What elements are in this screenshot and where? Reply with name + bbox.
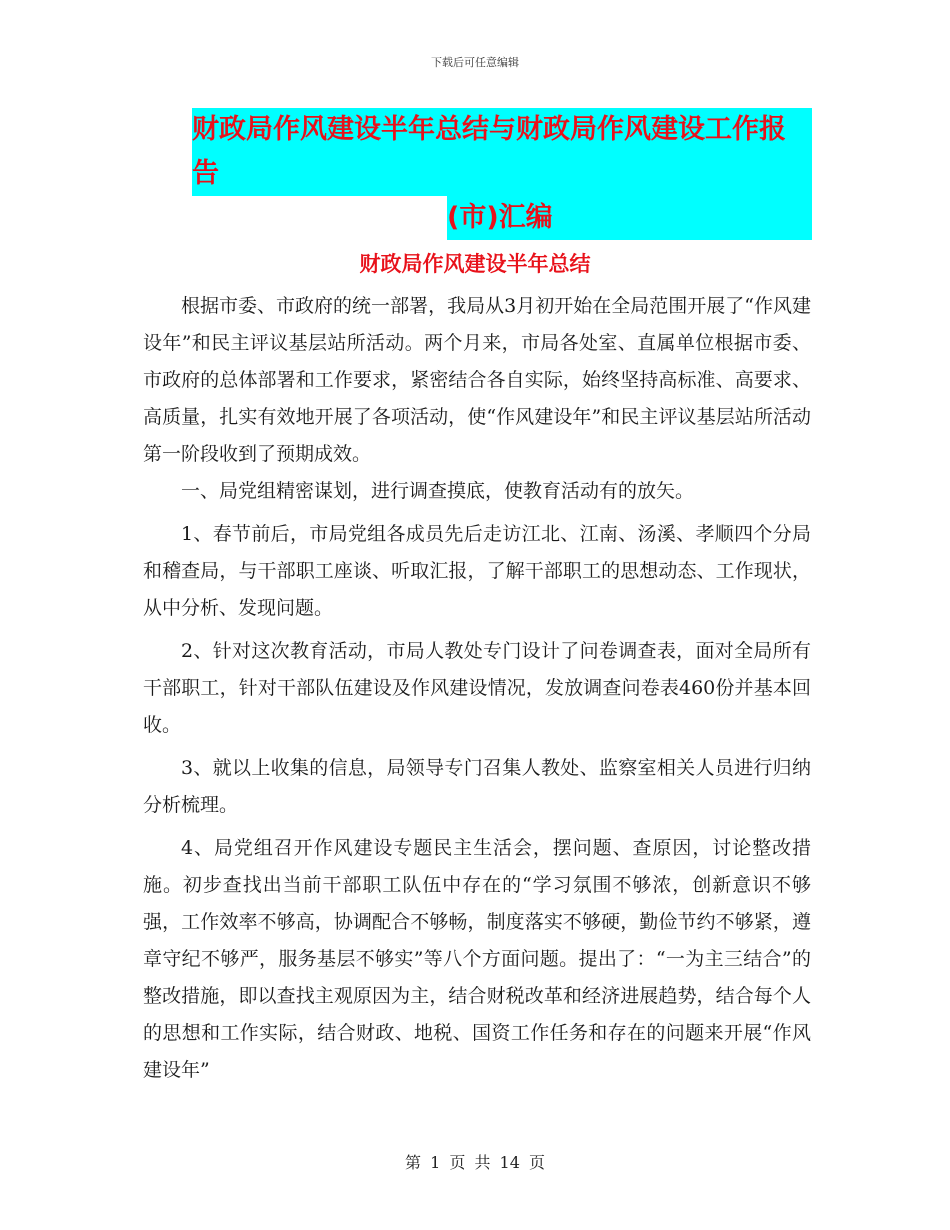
paragraph: 2、针对这次教育活动，市局人教处专门设计了问卷调查表，面对全局所有干部职工，针对干部队伍建设及作风建设情况，发放调查问卷表460份并基本回收。 [143, 640, 811, 736]
page-header-note: 下载后可任意编辑 [431, 56, 519, 69]
page-number-footer: 第 1 页 共 14 页 [405, 1153, 545, 1172]
document-title-line2: (市)汇编 [447, 202, 553, 233]
paragraph: 根据市委、市政府的统一部署，我局从3月初开始在全局范围开展了“作风建设年”和民主评议基层站所活动。两个月来，市局各处室、直属单位根据市委、市政府的总体部署和工作要求，紧密结合各自实际，始终坚持高标准、高要求、高质量，扎实有效地开展了各项活动，使“作风建设年”和民主评议基层站所活动第一阶段收到了预期成效。 [143, 295, 811, 465]
paragraph: 1、春节前后，市局党组各成员先后走访江北、江南、汤溪、孝顺四个分局和稽查局，与干部职工座谈、听取汇报，了解干部职工的思想动态、工作现状，从中分析、发现问题。 [143, 523, 811, 619]
paragraph: 4、局党组召开作风建设专题民主生活会，摆问题、查原因，讨论整改措施。初步查找出当前干部职工队伍中存在的“学习氛围不够浓，创新意识不够强，工作效率不够高，协调配合不够畅，制度落实不够硬，勤俭节约不够紧，遵章守纪不够严，服务基层不够实”等八个方面问题。提出了：“一为主三结合”的整改措施，即以查找主观原因为主，结合财税改革和经济进展趋势，结合每个人的思想和工作实际，结合财政、地税、国资工作任务和存在的问题来开展“作风建设年” [143, 837, 811, 1081]
section-title: 财政局作风建设半年总结 [359, 252, 591, 276]
body-text [143, 288, 811, 1089]
paragraph: 3、就以上收集的信息，局领导专门召集人教处、监察室相关人员进行归纳分析梳理。 [143, 757, 811, 816]
document-title [192, 108, 812, 240]
document-title-line1: 财政局作风建设半年总结与财政局作风建设工作报告 [192, 114, 786, 189]
paragraph: 一、局党组精密谋划，进行调查摸底，使教育活动有的放矢。 [181, 480, 695, 502]
